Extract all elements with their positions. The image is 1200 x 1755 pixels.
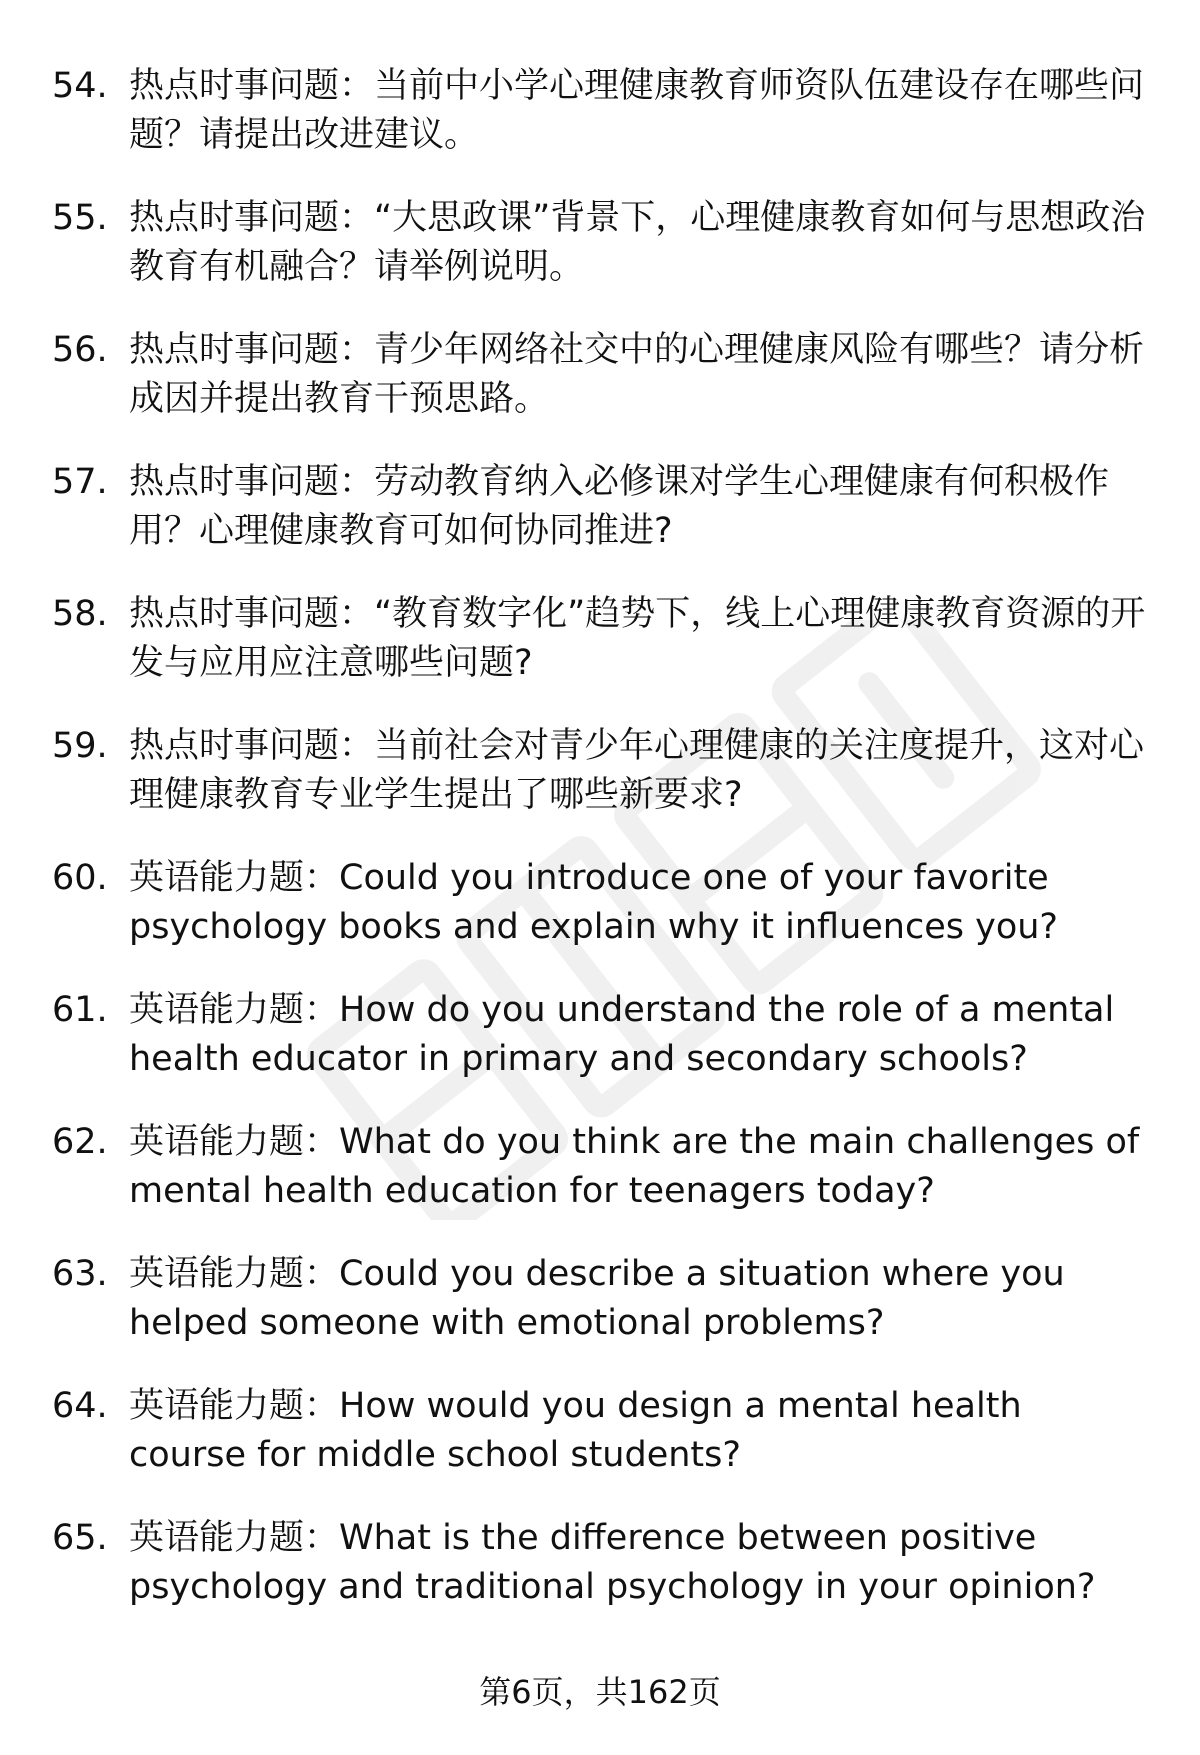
question-item <box>52 458 1152 590</box>
question-item <box>52 854 1152 986</box>
question-text: 热点时事问题：当前社会对青少年心理健康的关注度提升，这对心理健康教育专业学生提出了哪些新要求? <box>129 726 1145 815</box>
question-number: 61. <box>52 990 108 1030</box>
question-text: 热点时事问题：“大思政课”背景下，心理健康教育如何与思想政治教育有机融合？请举例说明。 <box>129 198 1146 287</box>
question-text: 热点时事问题：劳动教育纳入必修课对学生心理健康有何积极作用？心理健康教育可如何协同推进? <box>129 462 1110 551</box>
question-text: 英语能力题：How would you design a mental health course for middle school students? <box>129 1386 1022 1475</box>
question-text: 英语能力题：Could you introduce one of your favorite psychology books and explain why it influences you? <box>129 858 1058 947</box>
question-number: 55. <box>52 198 108 238</box>
question-text: 英语能力题：Could you describe a situation where you helped someone with emotional problems? <box>129 1254 1065 1343</box>
question-item <box>52 1118 1152 1250</box>
question-item <box>52 326 1152 458</box>
question-item <box>52 986 1152 1118</box>
question-number: 54. <box>52 66 108 106</box>
question-item <box>52 722 1152 854</box>
question-number: 64. <box>52 1386 108 1426</box>
question-text: 英语能力题：How do you understand the role of a mental health educator in primary and secondary schools? <box>129 990 1115 1079</box>
question-number: 65. <box>52 1518 108 1558</box>
question-number: 59. <box>52 726 108 766</box>
question-number: 56. <box>52 330 108 370</box>
question-number: 63. <box>52 1254 108 1294</box>
question-text: 英语能力题：What is the difference between positive psychology and traditional psychology in your opinion? <box>129 1518 1096 1607</box>
question-number: 58. <box>52 594 108 634</box>
question-text: 热点时事问题：“教育数字化”趋势下，线上心理健康教育资源的开发与应用应注意哪些问题? <box>129 594 1146 683</box>
question-item <box>52 62 1152 194</box>
question-text: 热点时事问题：当前中小学心理健康教育师资队伍建设存在哪些问题？请提出改进建议。 <box>129 66 1145 155</box>
question-item <box>52 1250 1152 1382</box>
question-item <box>52 194 1152 326</box>
question-text: 热点时事问题：青少年网络社交中的心理健康风险有哪些？请分析成因并提出教育干预思路。 <box>129 330 1145 419</box>
question-item <box>52 590 1152 722</box>
page-footer: 第6页，共162页 <box>479 1673 721 1711</box>
question-number: 57. <box>52 462 108 502</box>
question-item <box>52 1382 1152 1514</box>
question-list <box>52 62 1152 1646</box>
question-number: 60. <box>52 858 108 898</box>
question-number: 62. <box>52 1122 108 1162</box>
question-text: 英语能力题：What do you think are the main challenges of mental health education for teenagers today? <box>129 1122 1140 1211</box>
question-item <box>52 1514 1152 1646</box>
